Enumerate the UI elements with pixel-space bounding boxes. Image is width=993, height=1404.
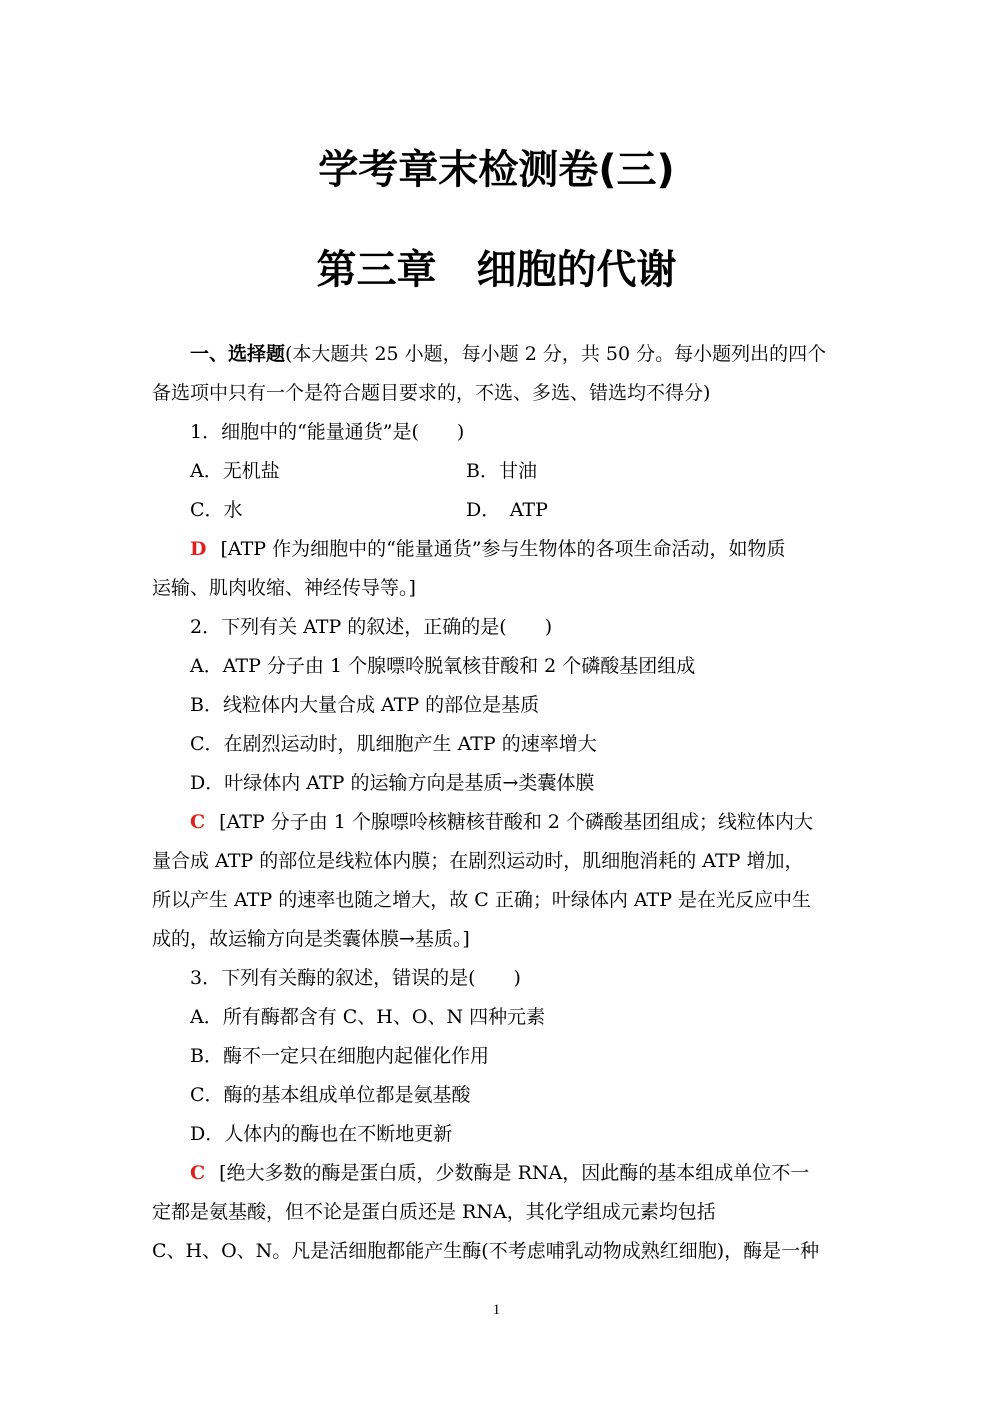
q3-option-b: B．酶不一定只在细胞内起催化作用 [190, 1045, 489, 1067]
q2-explanation-line-4: 成的，故运输方向是类囊体膜→基质。] [152, 928, 470, 950]
q2-option-b: B．线粒体内大量合成 ATP 的部位是基质 [190, 694, 540, 716]
q1-answer: D [190, 538, 207, 560]
q1-explanation-line-2: 运输、肌肉收缩、神经传导等。] [152, 577, 416, 599]
section-heading: 一、选择题 [190, 343, 286, 365]
q3-explanation [190, 1160, 880, 1186]
q1-option-c: C．水 [190, 499, 243, 521]
q3-option-c: C．酶的基本组成单位都是氨基酸 [190, 1084, 471, 1106]
q2-answer: C [190, 811, 206, 833]
q2-option-a: A．ATP 分子由 1 个腺嘌呤脱氧核苷酸和 2 个磷酸基团组成 [190, 655, 696, 677]
q3-option-d: D．人体内的酶也在不断地更新 [190, 1123, 453, 1145]
q1-stem: 1．细胞中的“能量通货”是( ) [190, 421, 465, 443]
section-intro [190, 341, 880, 367]
q1-option-a: A．无机盐 [190, 460, 280, 482]
q2-option-c: C．在剧烈运动时，肌细胞产生 ATP 的速率增大 [190, 733, 597, 755]
section-intro-line-2: 备选项中只有一个是符合题目要求的，不选、多选、错选均不得分) [152, 382, 711, 404]
q2-option-d: D．叶绿体内 ATP 的运输方向是基质→类囊体膜 [190, 772, 595, 794]
page-title: 学考章末检测卷(三) [318, 147, 675, 193]
q2-stem: 2．下列有关 ATP 的叙述，正确的是( ) [190, 616, 553, 638]
q1-option-d: D． ATP [466, 499, 548, 521]
q1-explanation-text: [ATP 作为细胞中的“能量通货”参与生物体的各项生命活动，如物质 [220, 538, 786, 560]
page-subtitle: 第三章 细胞的代谢 [316, 247, 677, 293]
q3-answer: C [190, 1162, 206, 1184]
q3-explanation-line-3: C、H、O、N。凡是活细胞都能产生酶(不考虑哺乳动物成熟红细胞)，酶是一种 [152, 1240, 820, 1262]
q2-explanation-text: [ATP 分子由 1 个腺嘌呤核糖核苷酸和 2 个磷酸基团组成；线粒体内大 [219, 811, 814, 833]
q3-explanation-line-2: 定都是氨基酸，但不论是蛋白质还是 RNA，其化学组成元素均包括 [152, 1201, 716, 1223]
q1-option-b: B．甘油 [466, 460, 537, 482]
q3-stem: 3．下列有关酶的叙述，错误的是( ) [190, 967, 521, 989]
section-intro-text: (本大题共 25 小题，每小题 2 分，共 50 分。每小题列出的四个 [285, 343, 827, 365]
q2-explanation-line-3: 所以产生 ATP 的速率也随之增大，故 C 正确；叶绿体内 ATP 是在光反应中生 [152, 889, 812, 911]
q2-explanation-line-2: 量合成 ATP 的部位是线粒体内膜；在剧烈运动时，肌细胞消耗的 ATP 增加， [152, 850, 804, 872]
q1-explanation [190, 536, 880, 562]
q3-option-a: A．所有酶都含有 C、H、O、N 四种元素 [190, 1006, 546, 1028]
q2-explanation [190, 809, 880, 835]
page-number: 1 [492, 1302, 501, 1318]
q3-explanation-text: [绝大多数的酶是蛋白质，少数酶是 RNA，因此酶的基本组成单位不一 [219, 1162, 810, 1184]
